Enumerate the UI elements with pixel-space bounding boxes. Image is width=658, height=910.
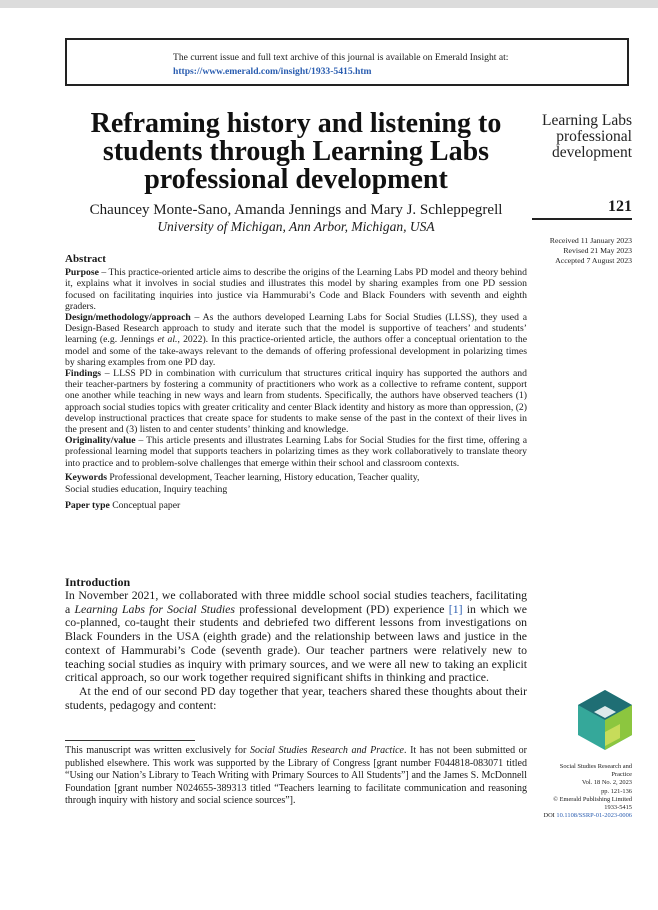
pub-journal-line2: Practice: [611, 771, 632, 779]
journal-archive-link[interactable]: https://www.emerald.com/insight/1933-5415.htm: [173, 66, 372, 77]
intro-paragraph-1: [65, 589, 527, 685]
author-affiliation: University of Michigan, Ann Arbor, Michigan, USA: [157, 219, 435, 234]
intro-p1-c: in which we co-planned, co-taught their students and debriefed two different lessons from investigations on Black Founders in the USA (eighth grade) and the relationship between laws and justice in the context of Hammurabi’s Code (seventh grade). Our teacher partners were relatively new to teaching social studies as inquiry with primary sources, and we were all new to taking an explicit critical approach, so our work together required significant shifts in thinking and practice.: [65, 601, 528, 685]
abstract-originality: [65, 435, 527, 469]
design-label: Design/methodology/approach: [65, 312, 191, 324]
footnote-text-b: . It has not been submitted or published elsewhere. This work was supported by the Library of Congress [grant number F044818-083071 titled “Using our Nation’s Library to Teach Writing with Primary Sources to All Students”] and the James S. McDonnell Foundation [grant number N024655-389313 titled “Teachers learning to facilitate communication and reasoning through inquiry with history and social science sources”].: [65, 745, 528, 806]
abstract-design: [65, 312, 527, 368]
paper-type-label: Paper type: [65, 499, 110, 511]
originality-label: Originality/value: [65, 435, 136, 447]
pub-issn: 1933-5415: [604, 804, 632, 812]
pub-pages: pp. 121-136: [601, 787, 632, 795]
publication-info: [532, 763, 632, 820]
introduction-heading: Introduction: [65, 575, 131, 589]
paper-type: [65, 500, 527, 513]
page-number-rule: [532, 218, 632, 220]
introduction-body: [65, 589, 527, 712]
intro-p1-a: In November 2021, we collaborated with three middle school social studies teachers, facilitating a: [65, 588, 527, 616]
design-text-a: – As the authors developed Learning Labs for Social Studies (LLSS), they used a Design-Based Research approach to study and iterate such that the model is supportive of teachers’ and students’ learning (e.g. Jennings: [65, 312, 527, 346]
article-dates: [532, 236, 632, 266]
pub-journal-line1: Social Studies Research and: [559, 763, 632, 770]
footnote-text-a: This manuscript was written exclusively for: [65, 745, 250, 756]
abstract-findings: [65, 368, 527, 435]
top-toolbar-strip: [0, 0, 658, 8]
page-number: 121: [608, 198, 632, 215]
keywords-line2: Social studies education, Inquiry teaching: [65, 484, 228, 496]
keywords: [65, 472, 527, 497]
intro-paragraph-2: At the end of our second PD day together that year, teachers shared these thoughts about their students, pedagogy and content:: [65, 683, 527, 712]
originality-text: – This article presents and illustrates Learning Labs for Social Studies for the first time, offering a professional learning model that supports teachers in polarizing times as they work collaboratively to translate theory into practice and to problem-solve challenges that emerge within their school and classroom contexts.: [65, 435, 527, 469]
pub-doi: [532, 812, 632, 820]
doi-link[interactable]: 10.1108/SSRP-01-2023-0006: [556, 812, 632, 820]
running-section-title: Learning Labs professional development: [542, 112, 632, 161]
keywords-label: Keywords: [65, 471, 107, 483]
intro-p1-b: professional development (PD) experience: [234, 601, 449, 616]
emerald-journal-logo-icon: [576, 688, 634, 752]
design-text-b: , 2022). In this practice-oriented article, the authors offer a conceptual orientation to the model and some of the take-aways relevant to the demands of offering professional development in polarizing times by sharing examples from one PD day.: [65, 334, 527, 368]
doi-label: DOI: [543, 812, 557, 820]
revised-date: Revised 21 May 2023: [563, 246, 632, 255]
abstract-purpose: [65, 267, 527, 312]
funding-footnote: [65, 745, 527, 808]
abstract-section: [65, 254, 527, 512]
intro-p1-emphasis: Learning Labs for Social Studies: [74, 601, 235, 616]
article-title: Reframing history and listening to students through Learning Labs professional development: [90, 108, 502, 195]
purpose-label: Purpose: [65, 267, 99, 279]
author-list: Chauncey Monte-Sano, Amanda Jennings and Mary J. Schleppegrell: [89, 202, 503, 218]
received-date: Received 11 January 2023: [549, 236, 632, 245]
purpose-text: – This practice-oriented article aims to describe the origins of the Learning Labs PD model and theory behind it, explains what it involves in social studies and illustrates this model by sharing examples from one PD session focused on facilitating inquiries into justice via Hammurabi’s Code and Black Founders with seventh and eighth graders.: [65, 267, 527, 312]
pub-copyright: © Emerald Publishing Limited: [553, 795, 632, 803]
design-etal: et al.: [157, 334, 178, 346]
note-reference-link[interactable]: [1]: [448, 601, 463, 616]
pub-volume: Vol. 18 No. 2, 2023: [581, 779, 632, 787]
keywords-line1: Professional development, Teacher learning, History education, Teacher quality,: [106, 471, 420, 483]
footnote-rule: [65, 740, 195, 741]
findings-label: Findings: [65, 368, 102, 380]
archive-notice-text: The current issue and full text archive of this journal is available on Emerald Insight at:: [173, 52, 509, 63]
abstract-heading: Abstract: [65, 253, 106, 265]
archive-notice-box: [65, 38, 629, 86]
findings-text: – LLSS PD in combination with curriculum that structures critical inquiry has supported the authors and their teacher-partners by fostering a community of practitioners who work as a collective to reframe content, support one another while teaching in new ways and learn from students. Specifically, the authors have observed teachers (1) approach social studies topics with greater criticality and center Black identity and history as more than oppression, (2) develop instructional practices that create space for students to make sense of the past in the context of their lives in the present and (3) listen to and center students’ thinking and knowledge.: [65, 368, 527, 436]
paper-type-value: Conceptual paper: [109, 499, 181, 511]
accepted-date: Accepted 7 August 2023: [555, 256, 632, 265]
footnote-journal: Social Studies Research and Practice: [249, 745, 404, 756]
